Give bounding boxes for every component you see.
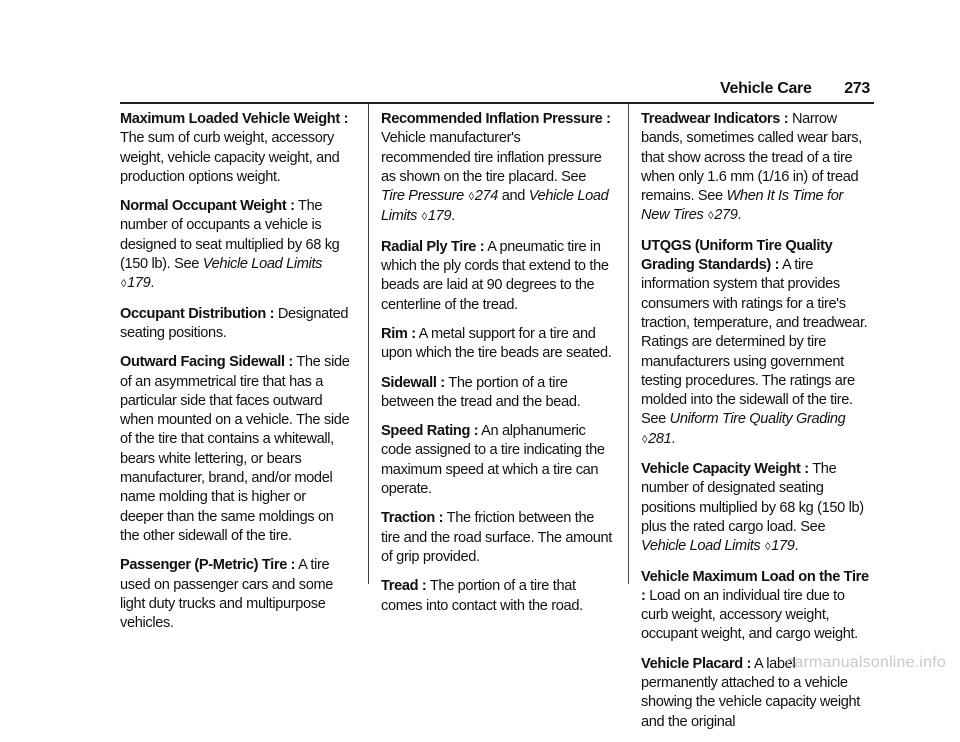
entry-maximum-loaded-vehicle-weight — [120, 110, 352, 187]
column-divider — [628, 104, 629, 584]
entry-term: Vehicle Capacity Weight : — [641, 461, 809, 478]
entry-term: Rim : — [381, 325, 416, 342]
page-reference-icon: ◊ — [421, 211, 427, 224]
entry-term: Passenger (P-Metric) Tire : — [120, 557, 296, 574]
page-reference-icon: ◊ — [642, 433, 648, 446]
cross-reference-link[interactable]: Tire Pressure — [381, 188, 464, 205]
entry-term: Tread : — [381, 578, 427, 595]
entry-utqgs: UTQGS (Uniform Tire Quality Grading Standards) : A tire information system that provides consumers with ratings for a tire's traction, temperature, and treadwear. Ratings are determined by tire manufacturers using government testing procedures. The ratings are molded into the sidewall of the tire. See Uniform Tire Quality Grading ◊281. — [641, 237, 868, 447]
entry-definition: The friction between the tire and the road surface. The amount of grip provided. — [381, 510, 612, 565]
entry-outward-facing-sidewall — [120, 353, 352, 546]
entry-definition: The portion of a tire between the tread and the bead. — [381, 374, 581, 410]
cross-reference-link[interactable]: Uniform Tire Quality Grading — [669, 411, 846, 428]
entry-vehicle-maximum-load-on-tire — [641, 568, 873, 645]
entry-term: Recommended Inflation Pressure : — [381, 111, 611, 127]
cross-reference-page[interactable]: 274 — [474, 188, 499, 205]
entry-definition: The side of an asymmetrical tire that has a particular side that faces outward when mounted on a vehicle. The side of the tire that contains a whitewall, bears white lettering, or bears manufacturer, brand, and/or model name molding that is higher or deeper than the same moldings on the other sidewall of the tire. — [120, 354, 350, 544]
entry-sidewall — [381, 374, 613, 413]
section-title: Vehicle Care — [720, 80, 812, 97]
page-reference-icon: ◊ — [708, 210, 714, 223]
entry-term: Radial Ply Tire : — [381, 238, 485, 255]
entry-definition: A metal support for a tire and upon which the tire beads are seated. — [381, 325, 612, 362]
entry-definition: The portion of a tire that comes into contact with the road. — [381, 578, 583, 614]
column-3 — [641, 110, 873, 742]
entry-definition: A tire used on passenger cars and some light duty trucks and multipurpose vehicles. — [120, 557, 334, 632]
page-reference-icon: ◊ — [765, 541, 771, 554]
page-number: 273 — [844, 80, 870, 97]
entry-definition: The number of designated seating positions multiplied by 68 kg (150 lb) plus the rated cargo load. See — [641, 461, 864, 535]
entry-definition: Designated seating positions. — [120, 305, 349, 341]
cross-reference-link[interactable]: Vehicle Load Limits — [641, 538, 761, 555]
column-2 — [381, 110, 613, 626]
page-reference-icon: ◊ — [121, 278, 127, 291]
entry-normal-occupant-weight: Normal Occupant Weight : The number of occupants a vehicle is designed to seat multiplied by 68 kg (150 lb). See Vehicle Load Limits ◊179. — [120, 198, 340, 292]
column-divider — [368, 104, 369, 584]
cross-reference-link[interactable]: When It Is Time for New Tires — [641, 188, 843, 224]
cross-reference-link[interactable]: Vehicle Load Limits — [202, 256, 323, 273]
cross-reference-page[interactable]: 179 — [771, 538, 795, 555]
header-rule — [120, 102, 874, 104]
entry-traction — [381, 509, 613, 567]
column-1 — [120, 110, 352, 643]
entry-radial-ply-tire — [381, 238, 613, 315]
conjunction-text: and — [501, 188, 526, 205]
entry-definition: A tire information system that provides consumers with ratings for a tire's traction, temperature, and treadwear. Ratings are determined by tire manufacturers using government testing procedures. The ratings are molded into the sidewall of the tire. See — [641, 257, 868, 428]
entry-term: Maximum Loaded Vehicle Weight : — [120, 111, 349, 127]
entry-term: Outward Facing Sidewall : — [120, 354, 293, 371]
entry-passenger-tire — [120, 556, 352, 633]
entry-term: Normal Occupant Weight : — [120, 198, 295, 215]
entry-definition: The sum of curb weight, accessory weight, vehicle capacity weight, and production options weight. — [120, 130, 340, 185]
entry-term: UTQGS (Uniform Tire Quality Grading Standards) : — [641, 237, 833, 274]
entry-term: Traction : — [381, 510, 444, 527]
entry-definition: The number of occupants a vehicle is designed to seat multiplied by 68 kg (150 lb). See — [120, 198, 340, 273]
cross-reference-page[interactable]: 281 — [648, 430, 672, 447]
entry-definition: Vehicle manufacturer's recommended tire inflation pressure as shown on the tire placard. See — [381, 130, 602, 185]
entry-term: Treadwear Indicators : — [641, 111, 789, 127]
entry-definition: Narrow bands, sometimes called wear bars, that show across the tread of a tire when only 1.6 mm (1/16 in) of tread remains. See — [641, 111, 862, 205]
watermark: carmanualsonline.info — [786, 654, 946, 671]
entry-recommended-inflation-pressure: Recommended Inflation Pressure : Vehicle manufacturer's recommended tire inflation pressure as shown on the tire placard. See Tire Pressure ◊274 and Vehicle Load Limits ◊179. — [381, 111, 611, 225]
cross-reference-page[interactable]: 179 — [427, 208, 452, 225]
entry-term: Vehicle Placard : — [641, 655, 752, 672]
cross-reference-page[interactable]: 179 — [127, 275, 151, 292]
entry-treadwear-indicators: Treadwear Indicators : Narrow bands, sometimes called wear bars, that show across the tread of a tire when only 1.6 mm (1/16 in) of tread remains. See When It Is Time for New Tires ◊279. — [641, 111, 862, 224]
cross-reference-page[interactable]: 279 — [714, 207, 738, 224]
entry-speed-rating — [381, 422, 613, 499]
cross-reference-link[interactable]: Vehicle Load Limits — [381, 188, 609, 225]
page-reference-icon: ◊ — [468, 191, 474, 204]
entry-term: Speed Rating : — [381, 423, 479, 440]
entry-definition: A pneumatic tire in which the ply cords that extend to the beads are laid at 90 degrees to the centerline of the tread. — [381, 238, 609, 313]
entry-tread — [381, 577, 613, 616]
entry-vehicle-capacity-weight: Vehicle Capacity Weight : The number of designated seating positions multiplied by 68 kg (150 lb) plus the rated cargo load. See Vehicle Load Limits ◊179. — [641, 461, 864, 555]
entry-definition: A label permanently attached to a vehicle showing the vehicle capacity weight and the original — [641, 655, 860, 730]
entry-term: Sidewall : — [381, 374, 445, 391]
entry-term: Occupant Distribution : — [120, 305, 275, 322]
entry-definition: An alphanumeric code assigned to a tire indicating the maximum speed at which a tire can operate. — [381, 423, 605, 498]
entry-rim — [381, 325, 613, 364]
entry-term: Vehicle Maximum Load on the Tire : — [641, 568, 869, 604]
entry-definition: Load on an individual tire due to curb weight, accessory weight, occupant weight, and cargo weight. — [641, 587, 858, 643]
entry-occupant-distribution — [120, 305, 352, 344]
